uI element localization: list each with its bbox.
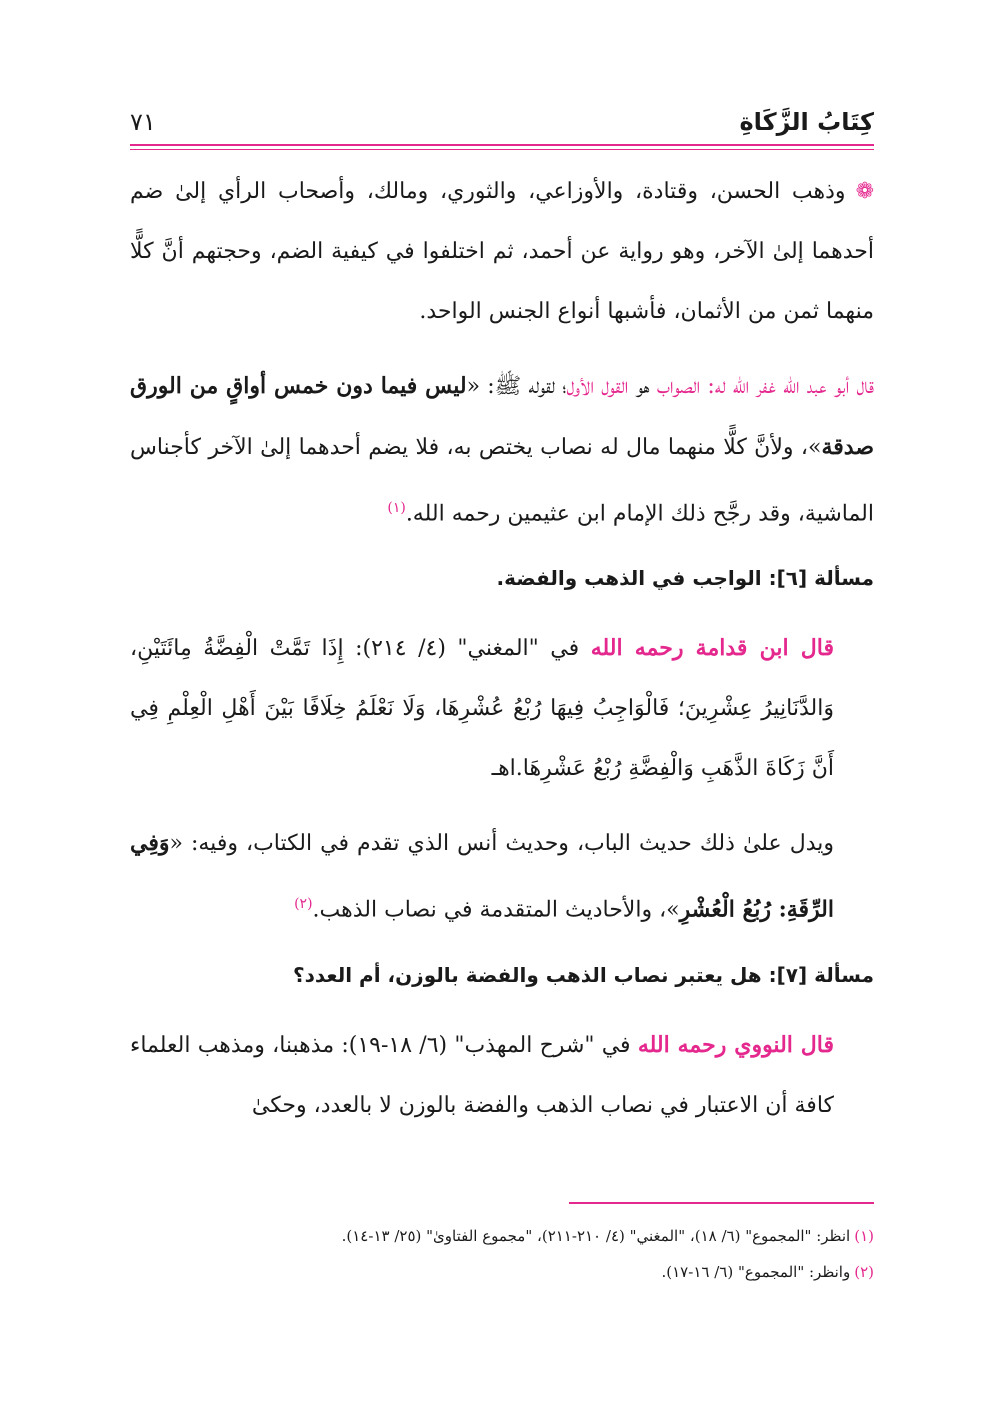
paragraph-4 xyxy=(130,813,874,940)
paragraph-2-mid: هو xyxy=(635,374,650,399)
nawawi-attribution: قال النووي رحمه الله xyxy=(637,1031,834,1058)
paragraph-2-after: ؛ لقوله ﷺ: « xyxy=(466,374,567,399)
paragraph-4-end: »، والأحاديث المتقدمة في نصاب الذهب. xyxy=(312,897,680,923)
issue-7-title: هل يعتبر نصاب الذهب والفضة بالوزن، أم العدد؟ xyxy=(293,962,762,987)
hadith-quote: ليس فيما دون خمس أواقٍ من الورق صدقة xyxy=(130,373,874,460)
hadith-quote-2: وَفِي الرِّقَةِ: رُبُعُ الْعُشْرِ xyxy=(130,830,834,923)
paragraph-5-text: في "شرح المهذب" (٦/ ١٨-١٩): مذهبنا، ومذهب العلماء كافة أن الاعتبار في نصاب الذهب والفضة بالوزن لا بالعدد، وحكىٰ xyxy=(130,1032,834,1118)
issue-6-label: مسألة [٦]: xyxy=(768,566,874,591)
header-rule xyxy=(130,144,874,146)
main-text xyxy=(130,162,874,1150)
flower-ornament-icon: ❁ xyxy=(855,179,874,204)
footnote-1 xyxy=(130,1218,874,1254)
footnote-2 xyxy=(130,1254,874,1290)
paragraph-5 xyxy=(130,1015,874,1136)
header-rule-thin xyxy=(130,149,874,150)
footnote-ref-1[interactable]: (١) xyxy=(387,500,406,516)
paragraph-1-text: وذهب الحسن، وقتادة، والأوزاعي، والثوري، ومالك، وأصحاب الرأي إلىٰ ضم أحدهما إلىٰ الآخر، وهو رواية عن أحمد، ثم اختلفوا في كيفية الضم، وحجتهم أنَّ كلًّا منهما ثمن من الأثمان، فأشبها أنواع الجنس الواحد. xyxy=(130,179,874,324)
correct-label: الصواب xyxy=(656,374,701,399)
footnote-rule xyxy=(569,1202,874,1204)
paragraph-2-end: »، ولأنَّ كلًّا منهما مال له نصاب يختص به، فلا يضم أحدهما إلىٰ الآخر كأجناس الماشية، وقد رجَّح ذلك الإمام ابن عثيمين رحمه الله. xyxy=(130,435,874,527)
issue-6-heading xyxy=(130,558,874,598)
paragraph-1 xyxy=(130,162,874,342)
chapter-title: كِتَابُ الزَّكَاةِ xyxy=(739,108,874,136)
author-attribution: قال أبو عبد الله غفر الله له: xyxy=(707,374,875,399)
paragraph-4-text: ويدل علىٰ ذلك حديث الباب، وحديث أنس الذي تقدم في الكتاب، وفيه: « xyxy=(169,831,834,857)
footnote-2-text: وانظر: "المجموع" (٦/ ١٦-١٧). xyxy=(661,1263,851,1281)
issue-6-title: الواجب في الذهب والفضة. xyxy=(496,566,762,591)
paragraph-2 xyxy=(130,356,874,544)
footnotes xyxy=(130,1218,874,1290)
first-opinion-label: القول الأول xyxy=(566,374,629,399)
footnote-1-text: انظر: "المجموع" (٦/ ١٨)، "المغني" (٤/ ٢١٠-٢١١)، "مجموع الفتاوىٰ" (٢٥/ ١٣-١٤). xyxy=(341,1227,851,1245)
footnote-1-number: (١) xyxy=(854,1227,874,1245)
book-page xyxy=(130,100,874,1350)
issue-7-label: مسألة [٧]: xyxy=(768,962,874,987)
page-number: ٧١ xyxy=(130,108,156,136)
page-header xyxy=(130,100,874,146)
ibn-qudama-attribution: قال ابن قدامة رحمه الله xyxy=(590,635,834,662)
issue-7-heading xyxy=(130,955,874,995)
footnote-2-number: (٢) xyxy=(854,1263,874,1281)
paragraph-3 xyxy=(130,618,874,799)
paragraph-3-text: في "المغني" (٤/ ٢١٤): إِذَا تَمَّتْ الْفِضَّةُ مِائَتَيْنِ، وَالدَّنَانِيرُ عِشْرِينَ؛ فَالْوَاجِبُ فِيهَا رُبْعُ عُشْرِهَا، وَلَا نَعْلَمُ خِلَافًا بَيْنَ أَهْلِ الْعِلْمِ فِي أَنَّ زَكَاةَ الذَّهَبِ وَالْفِضَّةِ رُبْعُ عَشْرِهَا.اهـ xyxy=(130,636,834,782)
footnote-ref-2[interactable]: (٢) xyxy=(294,896,313,913)
